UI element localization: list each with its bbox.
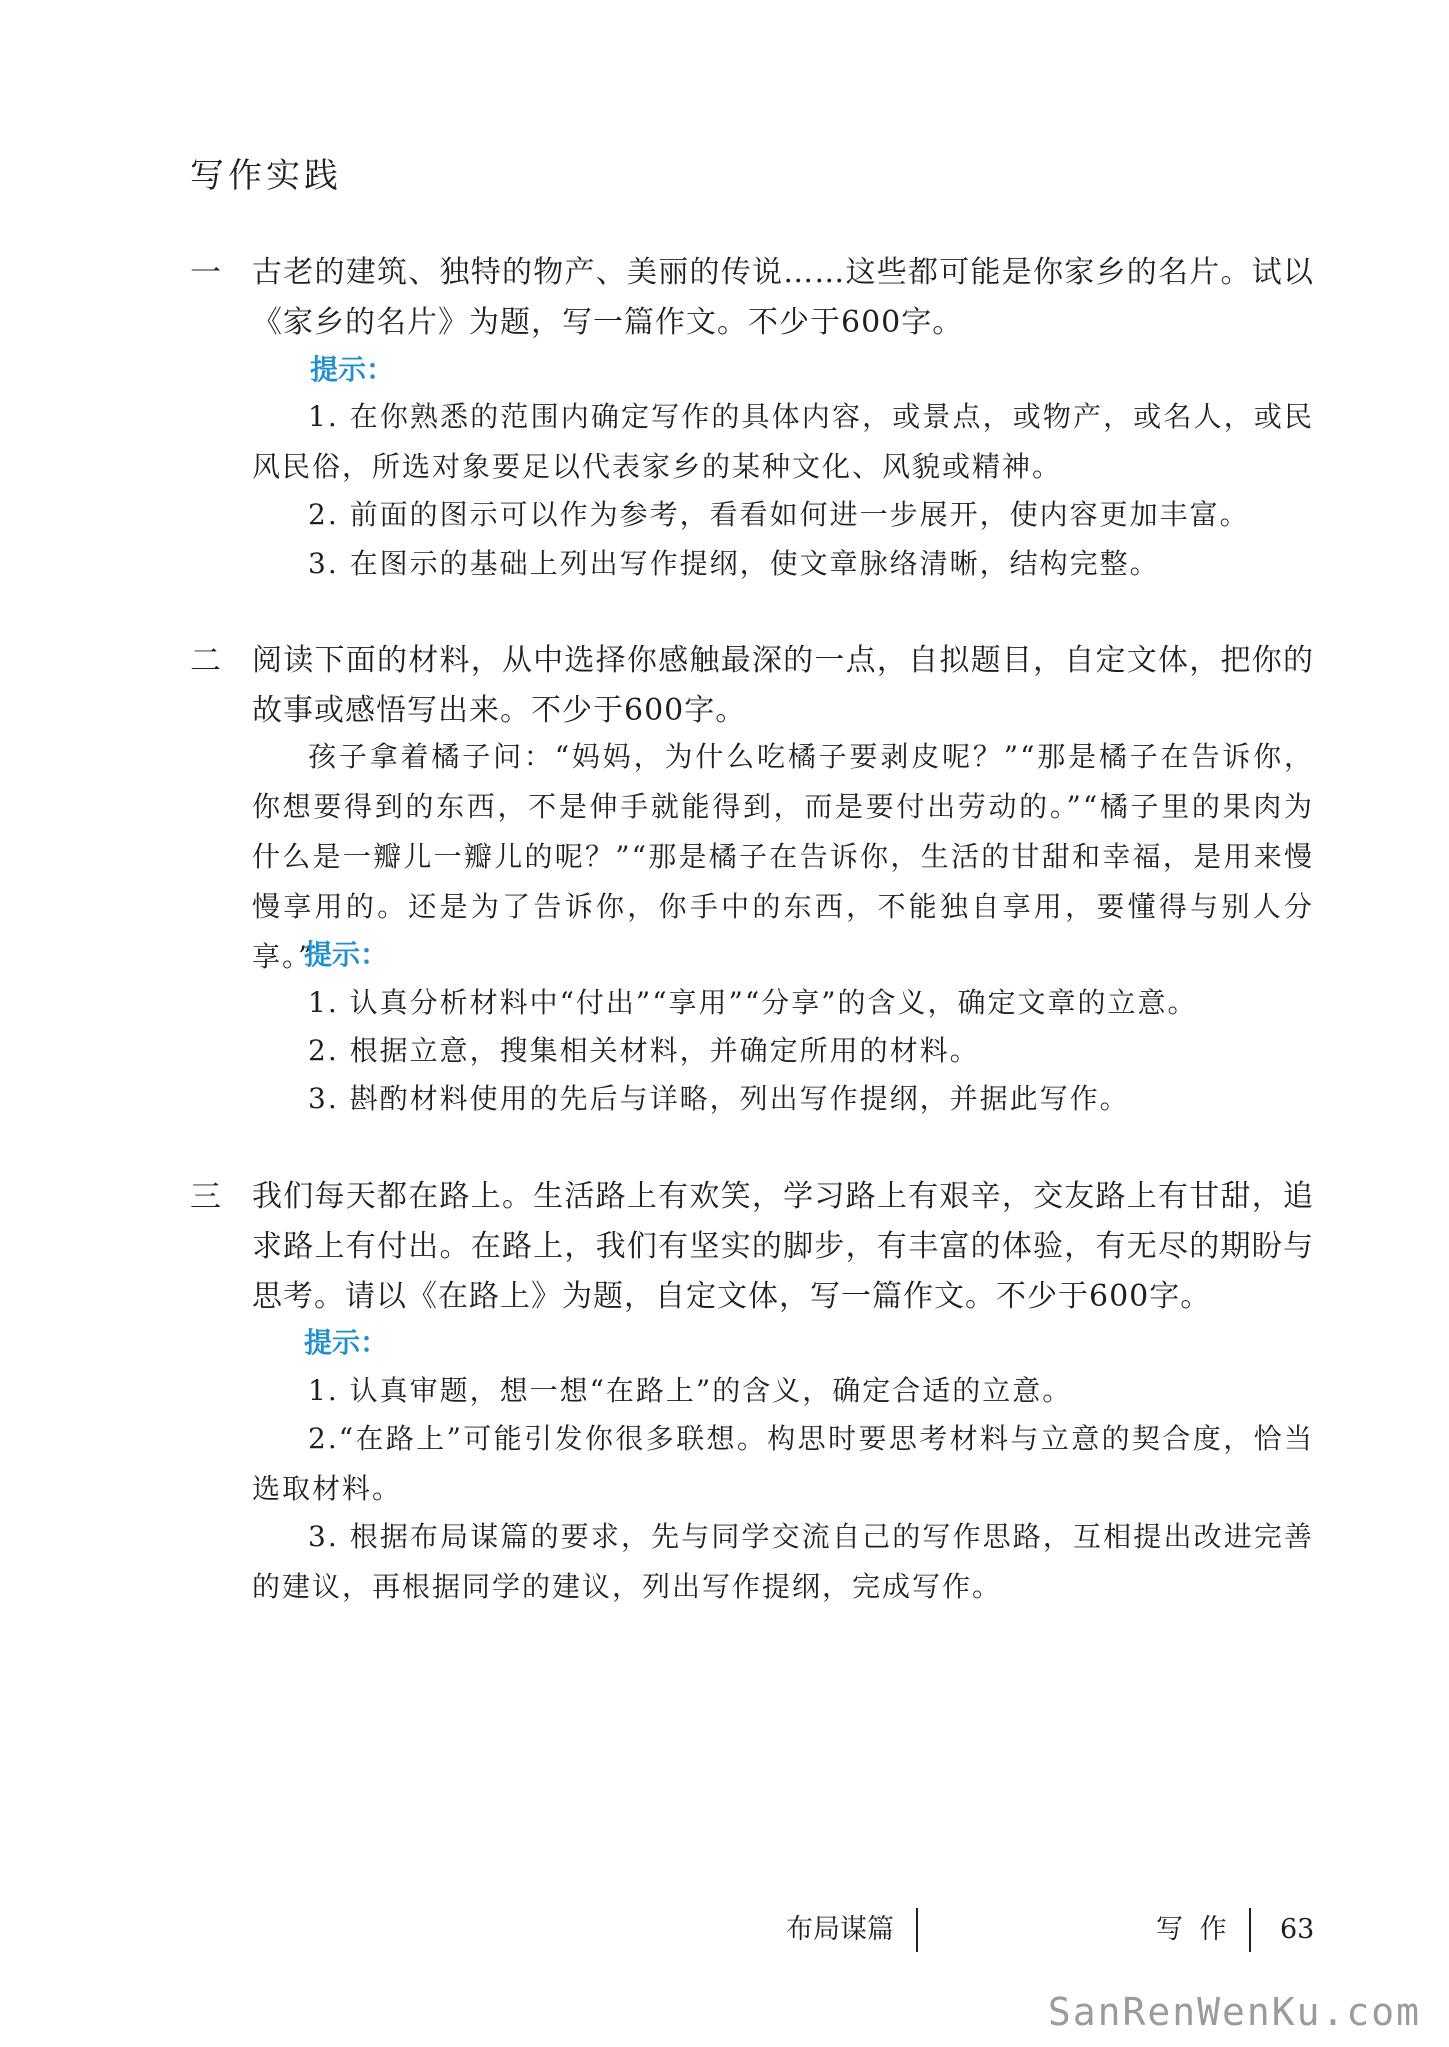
section-2-material: 孩子拿着橘子问：“妈妈，为什么吃橘子要剥皮呢？”“那是橘子在告诉你，你想要得到的东西，不是伸手就能得到，而是要付出劳动的。”“橘子里的果肉为什么是一瓣儿一瓣儿的呢？”“那是橘子在告诉你，生活的甘甜和幸福，是用来慢慢享用的。还是为了告诉你，你手中的东西，不能独自享用，要懂得与别人分享。”	[252, 740, 1314, 973]
section-3-number: 三	[190, 1179, 221, 1215]
section-3-hint-1: 1. 认真审题，想一想“在路上”的含义，确定合适的立意。	[308, 1374, 1073, 1407]
footer-divider	[1249, 1908, 1251, 1952]
section-2-number: 二	[190, 643, 221, 679]
section-3-hint-label: 提示：	[304, 1326, 389, 1359]
footer-section-title: 写 作	[1156, 1914, 1231, 1945]
section-1-hint-3: 3. 在图示的基础上列出写作提纲，使文章脉络清晰，结构完整。	[308, 547, 1160, 580]
section-3-prompt: 我们每天都在路上。生活路上有欢笑，学习路上有艰辛，交友路上有甘甜，追求路上有付出。在路上，我们有坚实的脚步，有丰富的体验，有无尽的期盼与思考。请以《在路上》为题，自定文体，写一篇作文。不少于600字。	[252, 1179, 1314, 1314]
section-1-prompt: 古老的建筑、独特的物产、美丽的传说……这些都可能是你家乡的名片。试以《家乡的名片》为题，写一篇作文。不少于600字。	[252, 255, 1314, 340]
section-1-number: 一	[190, 255, 221, 291]
footer-divider	[916, 1908, 918, 1952]
section-1-hint-2: 2. 前面的图示可以作为参考，看看如何进一步展开，使内容更加丰富。	[308, 498, 1250, 531]
section-1-hint-1: 1. 在你熟悉的范围内确定写作的具体内容，或景点，或物产，或名人，或民风民俗，所选对象要足以代表家乡的某种文化、风貌或精神。	[252, 400, 1314, 483]
section-2-hint-2: 2. 根据立意，搜集相关材料，并确定所用的材料。	[308, 1034, 980, 1067]
section-2-prompt: 阅读下面的材料，从中选择你感触最深的一点，自拟题目，自定文体，把你的故事或感悟写出来。不少于600字。	[252, 643, 1314, 728]
section-3-hint-3: 3. 根据布局谋篇的要求，先与同学交流自己的写作思路，互相提出改进完善的建议，再根据同学的建议，列出写作提纲，完成写作。	[252, 1520, 1314, 1603]
section-2-hint-label: 提示：	[304, 938, 389, 971]
watermark: SanRenWenKu.com	[1047, 1990, 1421, 2034]
footer-unit-title: 布局谋篇	[786, 1914, 894, 1945]
section-1-hint-label: 提示：	[310, 353, 395, 386]
section-2-hint-3: 3. 斟酌材料使用的先后与详略，列出写作提纲，并据此写作。	[308, 1082, 1130, 1115]
section-2-hint-1: 1. 认真分析材料中“付出”“享用”“分享”的含义，确定文章的立意。	[308, 986, 1198, 1019]
page-number: 63	[1280, 1914, 1315, 1945]
page-title: 写作实践	[190, 156, 342, 196]
section-3-hint-2: 2.“在路上”可能引发你很多联想。构思时要思考材料与立意的契合度，恰当选取材料。	[252, 1422, 1314, 1505]
